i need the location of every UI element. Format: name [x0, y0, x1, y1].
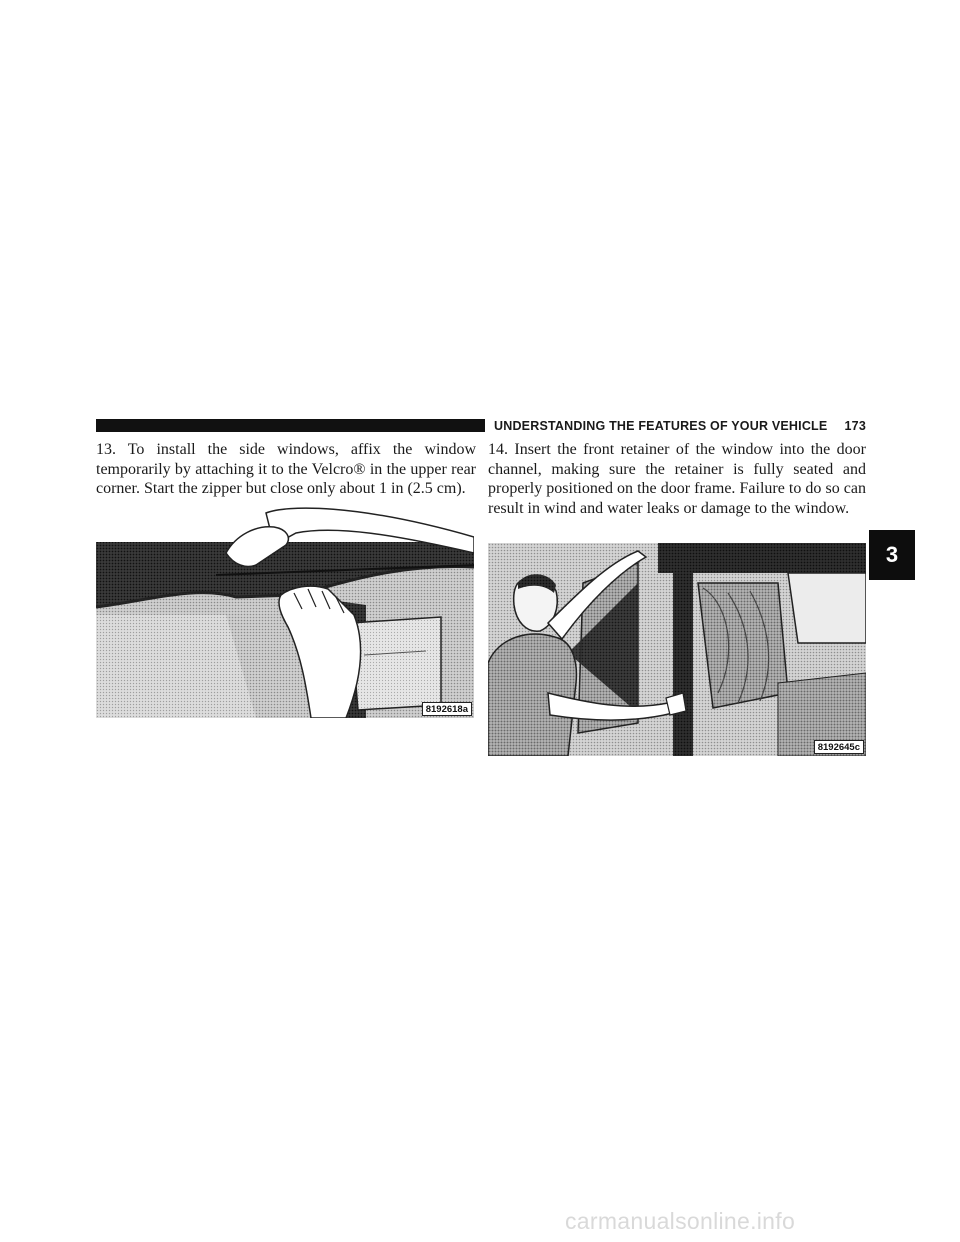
- watermark: carmanualsonline.info: [565, 1208, 796, 1234]
- step-14-paragraph: 14. Insert the front retainer of the window into the door channel, making sure the retainer is fully seated and properly positioned on the door frame. Failure to do so can result in wind and water leaks or damage to the window.: [488, 441, 866, 517]
- figure-code: 8192645c: [814, 740, 864, 754]
- header-rule: [96, 419, 485, 432]
- figure-door-retainer-insert: [488, 543, 866, 756]
- step-13-paragraph: 13. To install the side windows, affix the window temporarily by attaching it to the Velcro® in the upper rear corner. Start the zipper but close only about 1 in (2.5 cm).: [96, 441, 476, 498]
- page-number: 173: [844, 419, 866, 433]
- window-velcro-illustration: [96, 505, 474, 718]
- chapter-tab: 3: [869, 530, 915, 580]
- door-retainer-illustration: [488, 543, 866, 756]
- running-header: [494, 417, 866, 435]
- figure-code: 8192618a: [422, 702, 472, 716]
- figure-window-velcro-attach: [96, 505, 474, 718]
- header-title: UNDERSTANDING THE FEATURES OF YOUR VEHICLE: [494, 419, 828, 433]
